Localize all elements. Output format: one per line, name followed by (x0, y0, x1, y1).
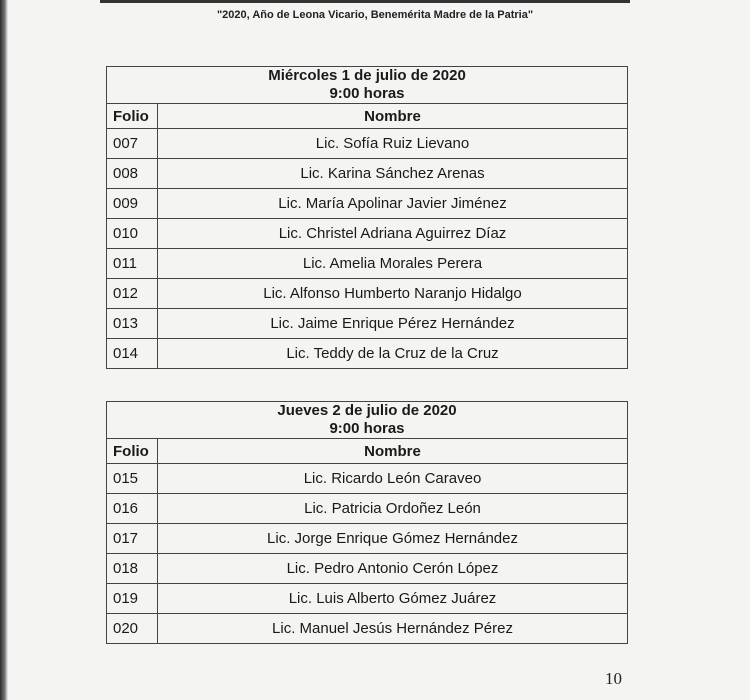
table-date: Miércoles 1 de julio de 2020 (268, 67, 466, 84)
folio-cell: 010 (107, 219, 158, 249)
table-header-row (107, 67, 628, 104)
nombre-cell: Lic. Alfonso Humberto Naranjo Hidalgo (158, 279, 628, 309)
table-row (107, 554, 628, 584)
folio-cell: 020 (107, 614, 158, 644)
column-header-folio: Folio (107, 104, 158, 129)
nombre-cell: Lic. Patricia Ordoñez León (158, 494, 628, 524)
nombre-cell: Lic. Jaime Enrique Pérez Hernández (158, 309, 628, 339)
table-row (107, 309, 628, 339)
folio-cell: 015 (107, 464, 158, 494)
folio-cell: 007 (107, 129, 158, 159)
folio-cell: 013 (107, 309, 158, 339)
header-rule (100, 0, 630, 3)
page-number: 10 (605, 669, 622, 688)
folio-cell: 019 (107, 584, 158, 614)
folio-cell: 012 (107, 279, 158, 309)
table-row (107, 524, 628, 554)
page-edge-shadow (0, 0, 8, 700)
table-date-header (107, 67, 628, 104)
table-row (107, 159, 628, 189)
table-row (107, 219, 628, 249)
column-header-nombre: Nombre (158, 104, 628, 129)
nombre-cell: Lic. Karina Sánchez Arenas (158, 159, 628, 189)
nombre-cell: Lic. María Apolinar Javier Jiménez (158, 189, 628, 219)
nombre-cell: Lic. Pedro Antonio Cerón López (158, 554, 628, 584)
folio-cell: 011 (107, 249, 158, 279)
schedule-table-july-2 (106, 401, 628, 644)
folio-cell: 008 (107, 159, 158, 189)
nombre-cell: Lic. Teddy de la Cruz de la Cruz (158, 339, 628, 369)
nombre-cell: Lic. Sofía Ruiz Lievano (158, 129, 628, 159)
nombre-cell: Lic. Luis Alberto Gómez Juárez (158, 584, 628, 614)
nombre-cell: Lic. Manuel Jesús Hernández Pérez (158, 614, 628, 644)
folio-cell: 014 (107, 339, 158, 369)
schedule-table-july-1 (106, 66, 628, 369)
table-date: Jueves 2 de julio de 2020 (277, 402, 457, 419)
folio-cell: 018 (107, 554, 158, 584)
folio-cell: 017 (107, 524, 158, 554)
nombre-cell: Lic. Ricardo León Caraveo (158, 464, 628, 494)
column-header-row (107, 439, 628, 464)
table-row (107, 129, 628, 159)
table-time: 9:00 horas (329, 420, 405, 437)
table-time: 9:00 horas (329, 85, 405, 102)
table-row (107, 464, 628, 494)
column-header-folio: Folio (107, 439, 158, 464)
column-header-nombre: Nombre (158, 439, 628, 464)
folio-cell: 016 (107, 494, 158, 524)
table-row (107, 189, 628, 219)
table-header-row (107, 402, 628, 439)
table-row (107, 614, 628, 644)
table-row (107, 279, 628, 309)
folio-cell: 009 (107, 189, 158, 219)
table-row (107, 339, 628, 369)
column-header-row (107, 104, 628, 129)
nombre-cell: Lic. Amelia Morales Perera (158, 249, 628, 279)
table-row (107, 249, 628, 279)
nombre-cell: Lic. Jorge Enrique Gómez Hernández (158, 524, 628, 554)
table-date-header (107, 402, 628, 439)
table-row (107, 584, 628, 614)
nombre-cell: Lic. Christel Adriana Aguirrez Díaz (158, 219, 628, 249)
header-motto: "2020, Año de Leona Vicario, Benemérita Madre de la Patria" (216, 9, 534, 21)
table-row (107, 494, 628, 524)
